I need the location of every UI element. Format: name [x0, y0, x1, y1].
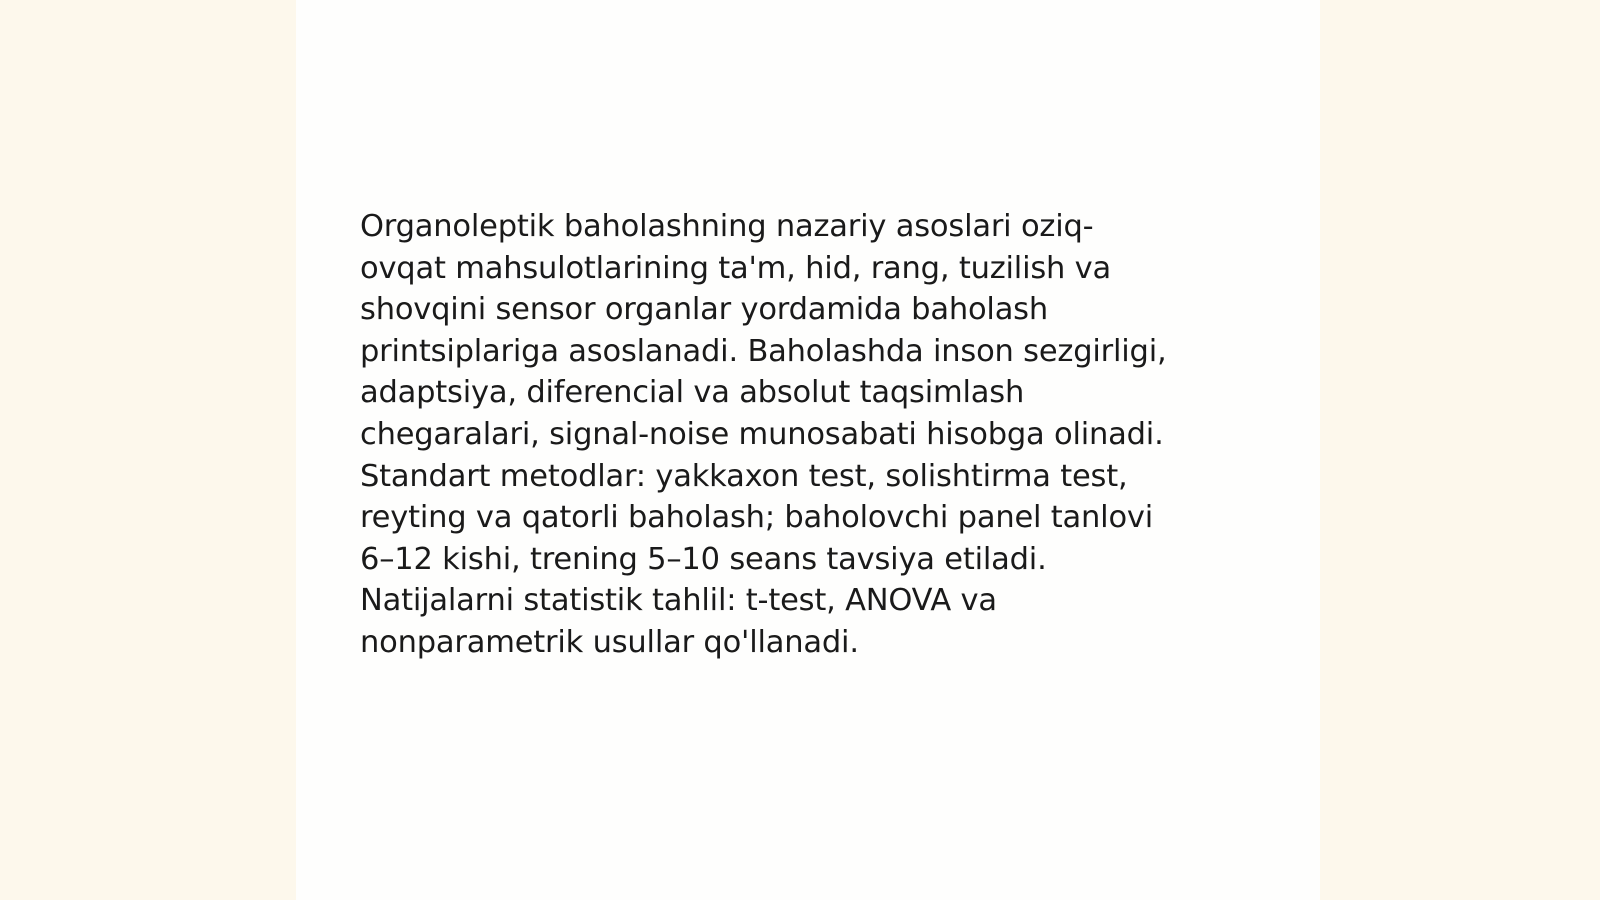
text-line: nonparametrik usullar qo'llanadi.: [360, 624, 859, 660]
text-line: shovqini sensor organlar yordamida baholash: [360, 292, 1049, 328]
text-line: reyting va qatorli baholash; baholovchi panel tanlovi: [360, 500, 1154, 536]
text-line: printsiplariga asoslanadi. Baholashda inson sezgirligi,: [360, 333, 1167, 369]
document-page: [296, 0, 1320, 900]
text-line: Standart metodlar: yakkaxon test, solishtirma test,: [360, 458, 1128, 494]
text-line: chegaralari, signal-noise munosabati hisobga olinadi.: [360, 416, 1164, 452]
body-paragraph: [360, 206, 1260, 664]
text-line: Natijalarni statistik tahlil: t-test, ANOVA va: [360, 583, 997, 619]
text-line: Organoleptik baholashning nazariy asoslari oziq-: [360, 209, 1094, 244]
text-line: ovqat mahsulotlarining ta'm, hid, rang, tuzilish va: [360, 250, 1112, 286]
left-margin: [0, 0, 296, 900]
text-line: 6–12 kishi, trening 5–10 seans tavsiya etiladi.: [360, 541, 1047, 577]
right-margin: [1320, 0, 1600, 900]
text-line: adaptsiya, diferencial va absolut taqsimlash: [360, 375, 1025, 411]
